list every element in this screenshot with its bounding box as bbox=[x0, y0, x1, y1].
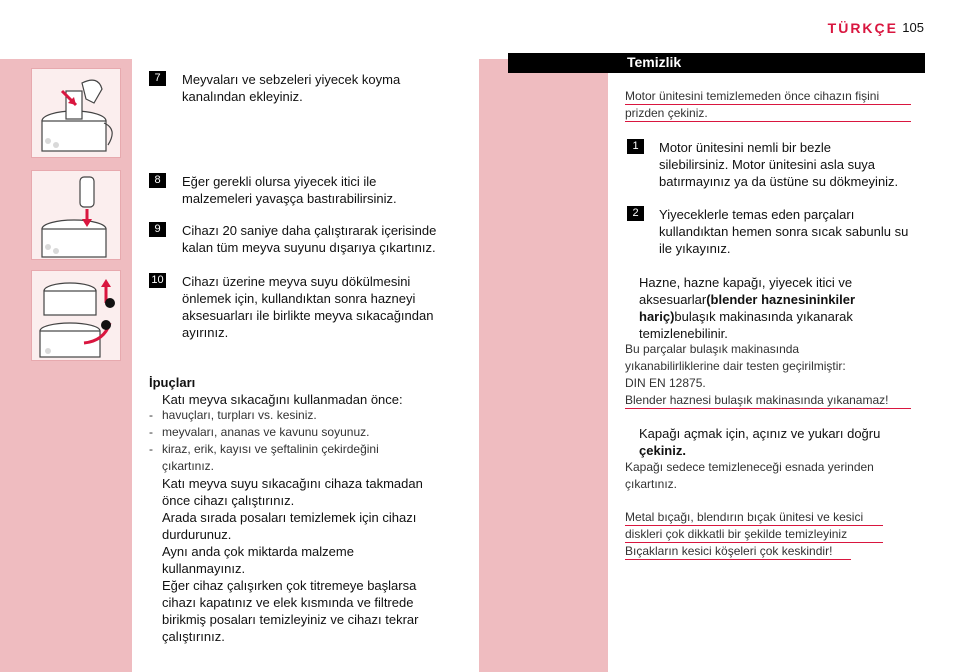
step-number: 1 bbox=[627, 139, 644, 154]
tips-intro: Katı meyva sıkacağını kullanmadan önce: bbox=[162, 392, 403, 407]
warning-blender: Blender haznesi bulaşık makinasında yıkanamaz! bbox=[625, 393, 889, 407]
page-number: 105 bbox=[902, 20, 924, 35]
illustration-remove-container bbox=[31, 270, 121, 361]
warning-blades: Metal bıçağı, blendırın bıçak ünitesi ve kesici diskleri çok dikkatli bir şekilde temizleyiniz Bıçakların kesici köşeleri çok keskindir! bbox=[625, 510, 864, 558]
dishwasher-text: Hazne, hazne kapağı, yiyecek itici ve aksesuarlar(blender haznesininkiler hariç)bulaşık makinasında yıkanarak temizlenebilinir. bbox=[639, 275, 856, 341]
step-number: 7 bbox=[149, 71, 166, 86]
underline bbox=[625, 525, 883, 526]
step-text: Motor ünitesini nemli bir bezle silebilirsiniz. Motor ünitesini asla suya batırmayınız ya da üstüne su dökmeyiniz. bbox=[659, 140, 899, 189]
illustration-add-fruit bbox=[31, 68, 121, 158]
step-text: Eğer gerekli olursa yiyecek itici ile malzemeleri yavaşça bastırabilirsiniz. bbox=[182, 174, 397, 206]
tips-title: İpuçları bbox=[149, 375, 196, 390]
step-number: 8 bbox=[149, 173, 166, 188]
warning-unplug: Motor ünitesini temizlemeden önce cihazın fişini prizden çekiniz. bbox=[625, 89, 880, 120]
step-number: 2 bbox=[627, 206, 644, 221]
tips-paragraphs: Katı meyva suyu sıkacağını cihaza takmadan önce cihazı çalıştırınız. Arada sırada posaları temizlemek için cihazı durdurunuz. Aynı anda çok miktarda malzeme kullanmayınız. Eğer cihaz çalışırken çok titremeye başlarsa cihazı kapatınız ve elek kısmında ve filtrede birikmiş posaları temizleyiniz ve cihazı tekrar çalıştırınız. bbox=[162, 476, 423, 644]
lid-note: Kapağı sedece temizleneceği esnada yerinden çıkartınız. bbox=[625, 460, 874, 491]
lid-text: Kapağı açmak için, açınız ve yukarı doğru çekiniz. bbox=[639, 426, 881, 458]
underline bbox=[625, 104, 911, 105]
underline bbox=[625, 542, 883, 543]
step-text: Cihazı üzerine meyva suyu dökülmesini önlemek için, kullandıktan sonra hazneyi aksesuarları ile birlikte meyva sıkacağından ayırınız. bbox=[182, 274, 434, 340]
step-number: 10 bbox=[149, 273, 166, 288]
dishwasher-note: Bu parçalar bulaşık makinasında yıkanabilirliklerine dair testen geçirilmiştir: DIN EN 12875. Blender haznesi bulaşık makinasında yıkanamaz! bbox=[625, 342, 889, 407]
step-text: Cihazı 20 saniye daha çalıştırarak içerisinde kalan tüm meyva suyunu dışarıya çıkartınız. bbox=[182, 223, 437, 255]
section-title: Temizlik bbox=[627, 54, 682, 70]
illustration-pusher bbox=[31, 170, 121, 260]
language-label: TÜRKÇE bbox=[827, 20, 898, 36]
section-header bbox=[508, 53, 925, 73]
step-number: 9 bbox=[149, 222, 166, 237]
right-margin-band bbox=[479, 59, 608, 672]
underline bbox=[625, 559, 851, 560]
underline bbox=[625, 121, 911, 122]
step-text: Meyvaları ve sebzeleri yiyecek koyma kanalından ekleyiniz. bbox=[182, 72, 401, 104]
step-text: Yiyeceklerle temas eden parçaları kullandıktan hemen sonra sıcak sabunlu su ile yıkayınız. bbox=[659, 207, 909, 256]
tips-list: - havuçları, turpları vs. kesiniz. - meyvaları, ananas ve kavunu soyunuz. - kiraz, erik, kayısı ve şeftalinin çekirdeğini çıkartınız. bbox=[149, 408, 379, 473]
underline bbox=[625, 408, 911, 409]
